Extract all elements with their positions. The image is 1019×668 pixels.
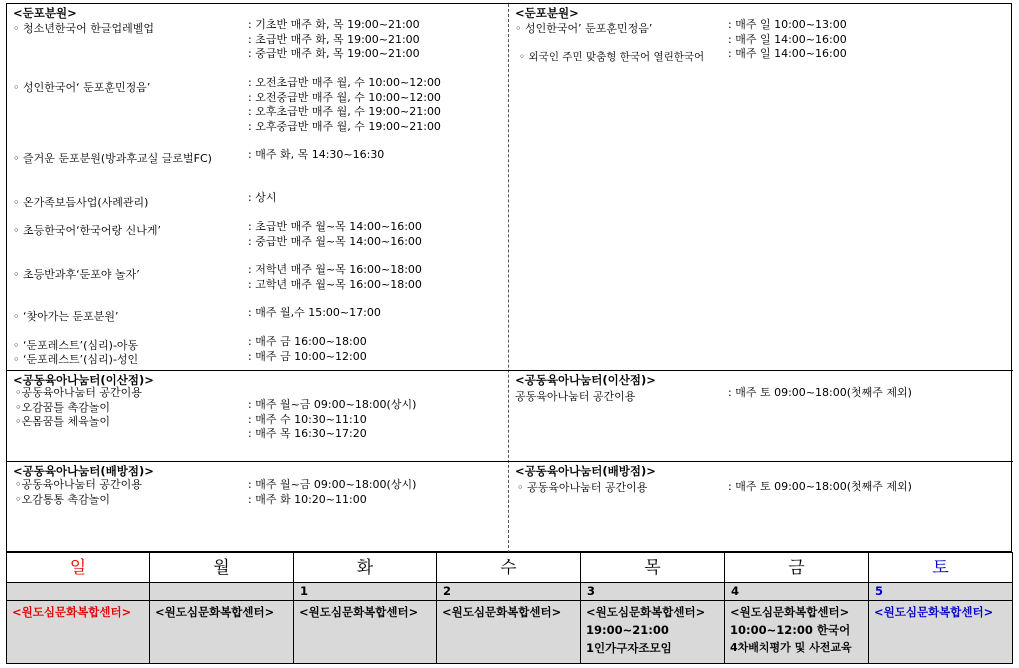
schedule-line: : 매주 일 14:00~16:00 — [728, 32, 847, 46]
program-schedule — [248, 18, 420, 62]
date-cell — [150, 583, 294, 601]
program-name: ◦ 공동육아나눔터 공간이용 — [517, 481, 648, 494]
schedule-line: : 초급반 매주 월~목 14:00~16:00 — [248, 220, 422, 233]
date-cell: 3 — [581, 583, 725, 601]
program-schedule — [248, 76, 441, 134]
program-schedule — [248, 148, 384, 163]
day-tuesday: 화 — [294, 553, 437, 583]
schedule-line: : 기초반 매주 화, 목 19:00~21:00 — [248, 18, 420, 31]
date-row — [7, 583, 1013, 601]
program-name: ◦온몸꿈틀 체육놀이 — [15, 415, 110, 428]
program-schedule — [248, 220, 422, 249]
schedule-line: : 매주 수 10:30~11:10 — [248, 412, 367, 426]
schedule-line: : 매주 토 09:00~18:00(첫째주 제외) — [728, 386, 912, 399]
event-cell — [437, 601, 581, 664]
schedule-line: : 오전중급반 매주 월, 수 10:00~12:00 — [248, 90, 441, 104]
event-location: <원도심문화복합센터> — [155, 605, 275, 619]
schedule-line: : 매주 토 09:00~18:00(첫째주 제외) — [728, 480, 912, 493]
event-time: 10:00~12:00 한국어 — [730, 623, 851, 637]
schedule-line: : 매주 화, 목 14:30~16:30 — [248, 148, 385, 161]
program-name: ◦ 온가족보듬사업(사례관리) — [13, 196, 149, 209]
program-list — [15, 478, 142, 507]
program-schedule — [248, 306, 381, 321]
column-divider — [508, 4, 509, 553]
event-cell — [869, 601, 1013, 664]
day-saturday: 토 — [869, 553, 1013, 583]
schedule-line: : 고학년 매주 월~목 16:00~18:00 — [248, 277, 422, 291]
section-header: <둔포분원> — [515, 6, 579, 20]
schedule-line: : 매주 월~금 09:00~18:00(상시) — [248, 398, 417, 411]
event-cell — [581, 601, 725, 664]
program-name: ◦ 초등한국어‘한국어랑 신나게’ — [13, 224, 161, 237]
schedule-line: : 매주 금 10:00~12:00 — [248, 349, 367, 363]
section-header: <공동육아나눔터(배방점)> — [515, 464, 656, 478]
day-sunday: 일 — [7, 553, 150, 583]
day-friday: 금 — [725, 553, 869, 583]
program-name: ◦ 성인한국어’ 둔포훈민정음’ — [515, 22, 653, 35]
event-title: 4차배치평가 및 사전교육 — [730, 641, 852, 654]
program-name: ◦공동육아나눔터 공간이용 — [15, 386, 142, 399]
section-header: <공동육아나눔터(이산점)> — [515, 373, 656, 387]
event-cell — [150, 601, 294, 664]
date-cell: 5 — [869, 583, 1013, 601]
event-cell — [725, 601, 869, 664]
event-row — [7, 601, 1013, 664]
schedule-line: : 매주 월,수 15:00~17:00 — [248, 306, 381, 319]
section-header: <둔포분원> — [13, 6, 77, 20]
event-title: 1인가구자조모임 — [586, 641, 672, 655]
program-name: ◦ 초등반과후‘둔포야 놀자’ — [13, 268, 140, 281]
section-divider — [7, 461, 1013, 462]
program-name: ◦ ‘찾아가는 둔포분원’ — [13, 310, 119, 323]
schedule-line: : 상시 — [248, 191, 277, 204]
section-header: <공동육아나눔터(이산점)> — [13, 373, 154, 387]
date-cell: 4 — [725, 583, 869, 601]
program-name: ◦ 외국인 주민 맞춤형 한국어 열린한국어 — [519, 51, 705, 63]
date-cell — [7, 583, 150, 601]
day-thursday: 목 — [581, 553, 725, 583]
day-monday: 월 — [150, 553, 294, 583]
event-cell — [294, 601, 437, 664]
program-name: ◦ 즐거운 둔포분원(방과후교실 글로벌FC) — [13, 152, 212, 165]
program-name: ◦오감꿈틀 촉감놀이 — [15, 400, 110, 414]
program-name: ◦ ‘둔포레스트’(심리)-성인 — [13, 353, 139, 366]
schedule-line: : 저학년 매주 월~목 16:00~18:00 — [248, 263, 422, 276]
section-divider — [7, 370, 1013, 371]
section-header: <공동육아나눔터(배방점)> — [13, 464, 154, 478]
schedule-line: : 매주 일 14:00~16:00 — [728, 47, 847, 60]
schedule-line: : 매주 일 10:00~13:00 — [728, 18, 847, 31]
schedule-line: : 매주 금 16:00~18:00 — [248, 335, 367, 348]
event-location: <원도심문화복합센터> — [874, 605, 994, 619]
schedule-line: : 오후초급반 매주 월, 수 19:00~21:00 — [248, 105, 441, 118]
schedule-line: : 오후중급반 매주 월, 수 19:00~21:00 — [248, 119, 441, 133]
event-location: <원도심문화복합센터> — [12, 605, 132, 619]
program-list — [15, 386, 142, 430]
schedule-line: : 오전초급반 매주 월, 수 10:00~12:00 — [248, 76, 441, 89]
schedule-line: : 매주 월~금 09:00~18:00(상시) — [248, 478, 417, 491]
event-time: 19:00~21:00 — [586, 623, 669, 637]
event-location: <원도심문화복합센터> — [730, 605, 850, 619]
weekday-header-row — [7, 553, 1013, 583]
schedule-sheet — [6, 3, 1012, 665]
date-cell: 2 — [437, 583, 581, 601]
program-schedule — [728, 18, 847, 62]
weekly-calendar — [6, 552, 1013, 664]
date-cell: 1 — [294, 583, 437, 601]
event-cell — [7, 601, 150, 664]
schedule-line: : 중급반 매주 월~목 14:00~16:00 — [248, 234, 422, 248]
program-name: ◦오감통통 촉감놀이 — [15, 492, 110, 506]
event-location: <원도심문화복합센터> — [586, 605, 706, 619]
program-name: ◦공동육아나눔터 공간이용 — [15, 478, 142, 491]
event-location: <원도심문화복합센터> — [442, 605, 562, 619]
program-schedule — [248, 191, 276, 206]
schedule-line: : 초급반 매주 화, 목 19:00~21:00 — [248, 32, 420, 46]
program-name: ◦ ‘둔포레스트’(심리)-아동 — [13, 339, 139, 352]
program-schedule — [248, 478, 416, 507]
event-location: <원도심문화복합센터> — [299, 605, 419, 619]
program-schedule — [248, 263, 422, 292]
program-name: ◦ 청소년한국어 한글업레벨업 — [13, 22, 154, 35]
program-schedule — [248, 335, 367, 364]
schedule-line: : 매주 화 10:20~11:00 — [248, 492, 367, 506]
program-schedule — [248, 398, 416, 442]
program-name: ◦ 성인한국어‘ 둔포훈민정음’ — [13, 81, 151, 94]
schedule-line: : 매주 목 16:30~17:20 — [248, 427, 367, 440]
schedule-line: : 중급반 매주 화, 목 19:00~21:00 — [248, 47, 420, 60]
day-wednesday: 수 — [437, 553, 581, 583]
program-schedule-area — [6, 3, 1012, 552]
program-name: 공동육아나눔터 공간이용 — [515, 390, 636, 403]
